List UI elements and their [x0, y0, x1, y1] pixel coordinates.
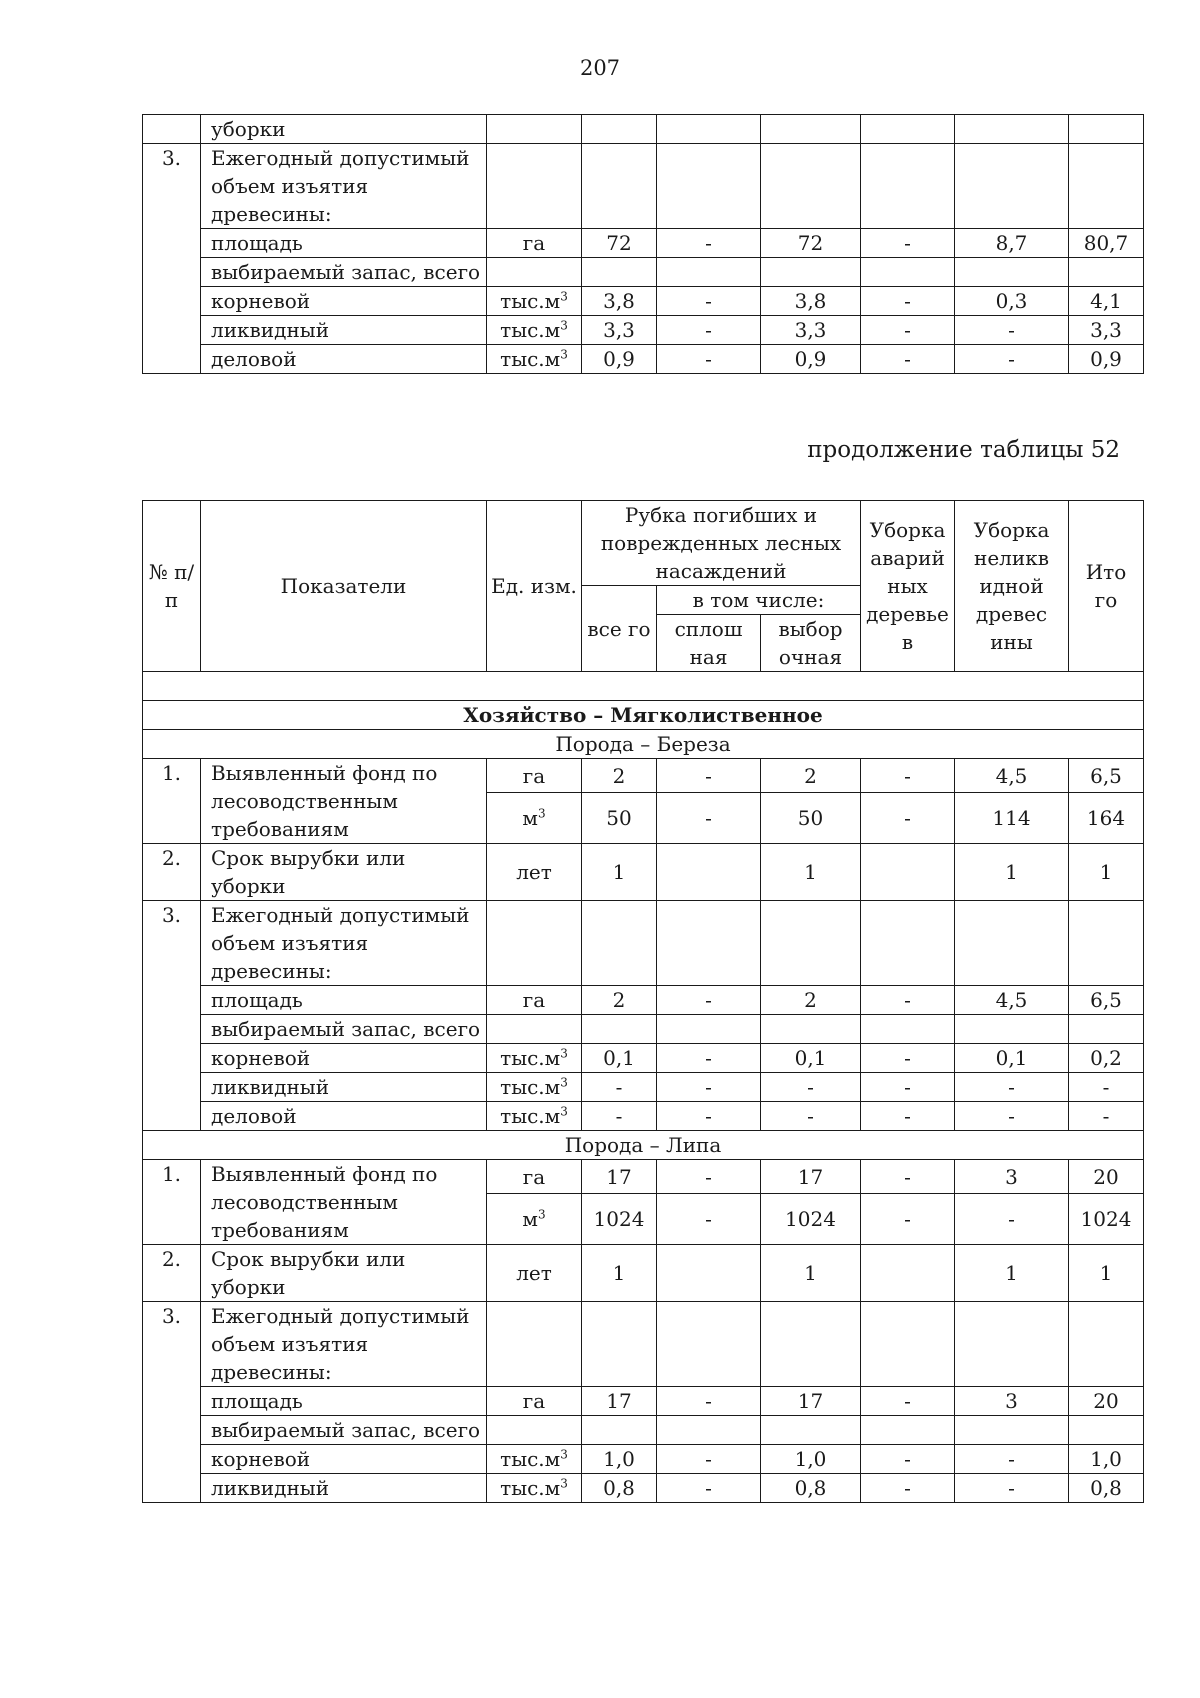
table-row [143, 1044, 1144, 1073]
unit-cell [487, 144, 582, 229]
value-cell: 80,7 [1069, 229, 1144, 258]
value-cell: 1,0 [582, 1445, 657, 1474]
value-cell: 17 [761, 1387, 861, 1416]
value-cell: 8,7 [955, 229, 1069, 258]
row-number: 2. [143, 844, 201, 901]
value-cell: - [955, 345, 1069, 374]
value-cell: - [657, 1044, 761, 1073]
value-cell: - [657, 229, 761, 258]
value-cell: 1 [582, 844, 657, 901]
value-cell: 72 [761, 229, 861, 258]
unit-cell: га [487, 1387, 582, 1416]
indicator-label: выбираемый запас, всего [201, 1416, 487, 1445]
unit-cell: га [487, 1160, 582, 1194]
value-cell: - [657, 1160, 761, 1194]
value-cell: 0,9 [1069, 345, 1144, 374]
unit-text: тыс.м [500, 1046, 561, 1070]
value-cell: 1024 [1069, 1194, 1144, 1245]
value-cell [861, 144, 955, 229]
unit-cell: га [487, 759, 582, 793]
indicator-label: Выявленный фонд по лесоводственным требованиям [201, 759, 487, 844]
table-row [143, 730, 1144, 759]
value-cell: 72 [582, 229, 657, 258]
value-cell: 2 [761, 986, 861, 1015]
value-cell: 3,3 [1069, 316, 1144, 345]
value-cell [761, 901, 861, 986]
value-cell [861, 115, 955, 144]
value-cell: - [861, 1044, 955, 1073]
unit-cell [487, 1302, 582, 1387]
unit-text: тыс.м [500, 1104, 561, 1128]
value-cell [1069, 901, 1144, 986]
value-cell: 20 [1069, 1160, 1144, 1194]
indicator-label: выбираемый запас, всего [201, 1015, 487, 1044]
value-cell: 4,5 [955, 759, 1069, 793]
unit-text: тыс.м [500, 289, 561, 313]
value-cell: 17 [761, 1160, 861, 1194]
table-row [143, 144, 1144, 229]
unit-superscript: 3 [560, 1104, 568, 1119]
value-cell: 3,8 [582, 287, 657, 316]
header-unit: Ед. изм. [487, 501, 582, 672]
value-cell: 1024 [761, 1194, 861, 1245]
indicator-label: корневой [201, 1044, 487, 1073]
value-cell: - [761, 1073, 861, 1102]
value-cell: 114 [955, 793, 1069, 844]
table-row [143, 115, 1144, 144]
value-cell: 2 [761, 759, 861, 793]
value-cell [582, 901, 657, 986]
unit-cell [487, 1474, 582, 1503]
indicator-label: площадь [201, 986, 487, 1015]
value-cell [582, 144, 657, 229]
value-cell: 50 [761, 793, 861, 844]
value-cell: 1,0 [761, 1445, 861, 1474]
unit-cell [487, 901, 582, 986]
value-cell: - [1069, 1102, 1144, 1131]
value-cell: - [657, 1474, 761, 1503]
unit-cell [487, 1416, 582, 1445]
value-cell: 0,1 [582, 1044, 657, 1073]
value-cell: - [861, 229, 955, 258]
table-52-continued [142, 500, 1144, 1503]
value-cell [1069, 1302, 1144, 1387]
value-cell: 1 [761, 844, 861, 901]
indicator-label: деловой [201, 1102, 487, 1131]
value-cell: - [955, 316, 1069, 345]
value-cell [1069, 1015, 1144, 1044]
value-cell: - [955, 1474, 1069, 1503]
unit-superscript: 3 [560, 318, 568, 333]
value-cell [861, 1245, 955, 1302]
indicator-label: деловой [201, 345, 487, 374]
value-cell: 1 [955, 1245, 1069, 1302]
value-cell [761, 258, 861, 287]
value-cell: - [657, 1194, 761, 1245]
value-cell: - [657, 986, 761, 1015]
value-cell: 3 [955, 1160, 1069, 1194]
value-cell [582, 1015, 657, 1044]
value-cell [657, 1302, 761, 1387]
unit-superscript: 3 [537, 806, 546, 821]
unit-cell [487, 115, 582, 144]
value-cell [582, 1302, 657, 1387]
table-row [143, 901, 1144, 986]
value-cell [955, 1302, 1069, 1387]
indicator-label: корневой [201, 287, 487, 316]
value-cell [761, 1302, 861, 1387]
row-number [143, 115, 201, 144]
value-cell: 0,3 [955, 287, 1069, 316]
value-cell [1069, 1416, 1144, 1445]
unit-cell [487, 1073, 582, 1102]
unit-cell: га [487, 229, 582, 258]
value-cell [657, 144, 761, 229]
value-cell: - [861, 1474, 955, 1503]
value-cell [955, 144, 1069, 229]
unit-cell [487, 345, 582, 374]
value-cell: 6,5 [1069, 986, 1144, 1015]
value-cell [657, 115, 761, 144]
page-number: 207 [579, 56, 621, 80]
unit-cell [487, 1445, 582, 1474]
table-row [143, 258, 1144, 287]
value-cell: 0,8 [1069, 1474, 1144, 1503]
value-cell: - [861, 793, 955, 844]
table-row [143, 759, 1144, 793]
row-number: 2. [143, 1245, 201, 1302]
value-cell: - [861, 1194, 955, 1245]
value-cell [657, 1245, 761, 1302]
unit-superscript: 3 [560, 1075, 568, 1090]
value-cell: - [861, 1160, 955, 1194]
row-number: 3. [143, 144, 201, 374]
value-cell: 17 [582, 1160, 657, 1194]
value-cell: - [861, 986, 955, 1015]
table-caption: продолжение таблицы 52 [807, 437, 1120, 463]
value-cell: 0,1 [761, 1044, 861, 1073]
value-cell [955, 1416, 1069, 1445]
value-cell [761, 1015, 861, 1044]
section-title: Хозяйство – Мягколиственное [143, 701, 1144, 730]
unit-cell: лет [487, 1245, 582, 1302]
unit-text: тыс.м [500, 1476, 561, 1500]
table-row [143, 1474, 1144, 1503]
value-cell [1069, 258, 1144, 287]
header-emergency: Уборка аварий ных деревье в [861, 501, 955, 672]
header-selective: выбор очная [761, 615, 861, 672]
value-cell [657, 1015, 761, 1044]
header-total: Ито го [1069, 501, 1144, 672]
value-cell: 2 [582, 986, 657, 1015]
table-row [143, 1245, 1144, 1302]
indicator-label: ликвидный [201, 1073, 487, 1102]
unit-text: м [522, 1207, 538, 1231]
table-row [143, 1015, 1144, 1044]
value-cell [861, 1015, 955, 1044]
value-cell [582, 258, 657, 287]
table-row [143, 287, 1144, 316]
value-cell: - [861, 287, 955, 316]
header-clear: сплош ная [657, 615, 761, 672]
indicator-label: ликвидный [201, 316, 487, 345]
table-52-continued-top [142, 114, 1144, 374]
value-cell [861, 901, 955, 986]
value-cell: 1 [582, 1245, 657, 1302]
unit-cell [487, 316, 582, 345]
value-cell: - [657, 316, 761, 345]
table-row [143, 1073, 1144, 1102]
indicator-label: выбираемый запас, всего [201, 258, 487, 287]
indicator-label: площадь [201, 1387, 487, 1416]
table-row [143, 986, 1144, 1015]
value-cell [761, 115, 861, 144]
value-cell [955, 258, 1069, 287]
value-cell [1069, 115, 1144, 144]
value-cell: 0,9 [582, 345, 657, 374]
value-cell [955, 115, 1069, 144]
unit-superscript: 3 [537, 1207, 546, 1222]
value-cell: 0,9 [761, 345, 861, 374]
value-cell [657, 901, 761, 986]
value-cell: 3,8 [761, 287, 861, 316]
value-cell: - [1069, 1073, 1144, 1102]
row-number: 1. [143, 1160, 201, 1245]
value-cell [657, 258, 761, 287]
indicator-label: площадь [201, 229, 487, 258]
header-incl: в том числе: [657, 586, 861, 615]
value-cell: 1024 [582, 1194, 657, 1245]
value-cell: - [761, 1102, 861, 1131]
value-cell [1069, 144, 1144, 229]
table-row [143, 1416, 1144, 1445]
table-row [143, 316, 1144, 345]
unit-cell [487, 793, 582, 844]
row-number: 3. [143, 901, 201, 1131]
value-cell: 50 [582, 793, 657, 844]
value-cell: 1 [1069, 1245, 1144, 1302]
unit-cell [487, 1044, 582, 1073]
value-cell: 4,1 [1069, 287, 1144, 316]
value-cell [582, 1416, 657, 1445]
value-cell: 1 [955, 844, 1069, 901]
value-cell [657, 844, 761, 901]
value-cell: - [861, 1102, 955, 1131]
table-row [143, 1302, 1144, 1387]
value-cell: - [657, 1073, 761, 1102]
breed-title: Порода – Липа [143, 1131, 1144, 1160]
value-cell: 4,5 [955, 986, 1069, 1015]
unit-cell [487, 1102, 582, 1131]
value-cell: 3,3 [582, 316, 657, 345]
value-cell [861, 844, 955, 901]
value-cell: - [861, 345, 955, 374]
value-cell: 6,5 [1069, 759, 1144, 793]
value-cell [657, 1416, 761, 1445]
value-cell: - [657, 345, 761, 374]
unit-cell [487, 258, 582, 287]
table-row [143, 345, 1144, 374]
value-cell: - [861, 316, 955, 345]
unit-text: тыс.м [500, 318, 561, 342]
value-cell: 1 [1069, 844, 1144, 901]
unit-text: м [522, 806, 538, 830]
header-indicators: Показатели [201, 501, 487, 672]
indicator-label: Выявленный фонд по лесоводственным требованиям [201, 1160, 487, 1245]
value-cell [761, 144, 861, 229]
table-row [143, 1131, 1144, 1160]
value-cell: 0,2 [1069, 1044, 1144, 1073]
table-row [143, 1445, 1144, 1474]
unit-superscript: 3 [560, 1476, 568, 1491]
table-row [143, 844, 1144, 901]
indicator-label: ликвидный [201, 1474, 487, 1503]
indicator-label: Срок вырубки или уборки [201, 844, 487, 901]
unit-text: тыс.м [500, 347, 561, 371]
value-cell: - [657, 287, 761, 316]
value-cell: - [657, 759, 761, 793]
value-cell: - [657, 793, 761, 844]
value-cell: - [861, 1387, 955, 1416]
table-row [143, 672, 1144, 701]
value-cell: - [582, 1102, 657, 1131]
value-cell: 17 [582, 1387, 657, 1416]
unit-text: тыс.м [500, 1075, 561, 1099]
row-number: 1. [143, 759, 201, 844]
table-row [143, 1387, 1144, 1416]
value-cell: - [955, 1102, 1069, 1131]
value-cell: - [657, 1102, 761, 1131]
value-cell: 164 [1069, 793, 1144, 844]
value-cell: - [657, 1445, 761, 1474]
unit-text: тыс.м [500, 1447, 561, 1471]
value-cell: - [955, 1194, 1069, 1245]
header-felling: Рубка погибших и поврежденных лесных насаждений [582, 501, 861, 586]
unit-cell [487, 1194, 582, 1245]
row-number: 3. [143, 1302, 201, 1503]
indicator-label: уборки [201, 115, 487, 144]
indicator-label: Ежегодный допустимый объем изъятия древесины: [201, 144, 487, 229]
table-row [143, 701, 1144, 730]
value-cell: - [861, 759, 955, 793]
value-cell: - [955, 1073, 1069, 1102]
unit-superscript: 3 [560, 347, 568, 362]
unit-cell: лет [487, 844, 582, 901]
value-cell: - [861, 1445, 955, 1474]
value-cell [761, 1416, 861, 1445]
indicator-label: корневой [201, 1445, 487, 1474]
table-row [143, 1160, 1144, 1194]
indicator-label: Ежегодный допустимый объем изъятия древесины: [201, 1302, 487, 1387]
value-cell: - [582, 1073, 657, 1102]
value-cell [861, 1416, 955, 1445]
value-cell [955, 901, 1069, 986]
value-cell: 1,0 [1069, 1445, 1144, 1474]
value-cell: 0,8 [582, 1474, 657, 1503]
value-cell: - [657, 1387, 761, 1416]
unit-superscript: 3 [560, 1046, 568, 1061]
value-cell: 3 [955, 1387, 1069, 1416]
value-cell [861, 258, 955, 287]
value-cell: 0,1 [955, 1044, 1069, 1073]
value-cell: 3,3 [761, 316, 861, 345]
table-row [143, 1102, 1144, 1131]
value-cell: 0,8 [761, 1474, 861, 1503]
unit-superscript: 3 [560, 289, 568, 304]
value-cell: - [861, 1073, 955, 1102]
unit-superscript: 3 [560, 1447, 568, 1462]
header-illiquid: Уборка неликв идной древес ины [955, 501, 1069, 672]
value-cell: 20 [1069, 1387, 1144, 1416]
unit-cell [487, 1015, 582, 1044]
value-cell: 1 [761, 1245, 861, 1302]
unit-cell: га [487, 986, 582, 1015]
value-cell [861, 1302, 955, 1387]
table-row [143, 229, 1144, 258]
header-num: № п/п [143, 501, 201, 672]
value-cell: - [955, 1445, 1069, 1474]
unit-cell [487, 287, 582, 316]
value-cell [955, 1015, 1069, 1044]
breed-title: Порода – Береза [143, 730, 1144, 759]
header-total-sub: все го [582, 586, 657, 672]
indicator-label: Срок вырубки или уборки [201, 1245, 487, 1302]
indicator-label: Ежегодный допустимый объем изъятия древесины: [201, 901, 487, 986]
value-cell [582, 115, 657, 144]
value-cell: 2 [582, 759, 657, 793]
